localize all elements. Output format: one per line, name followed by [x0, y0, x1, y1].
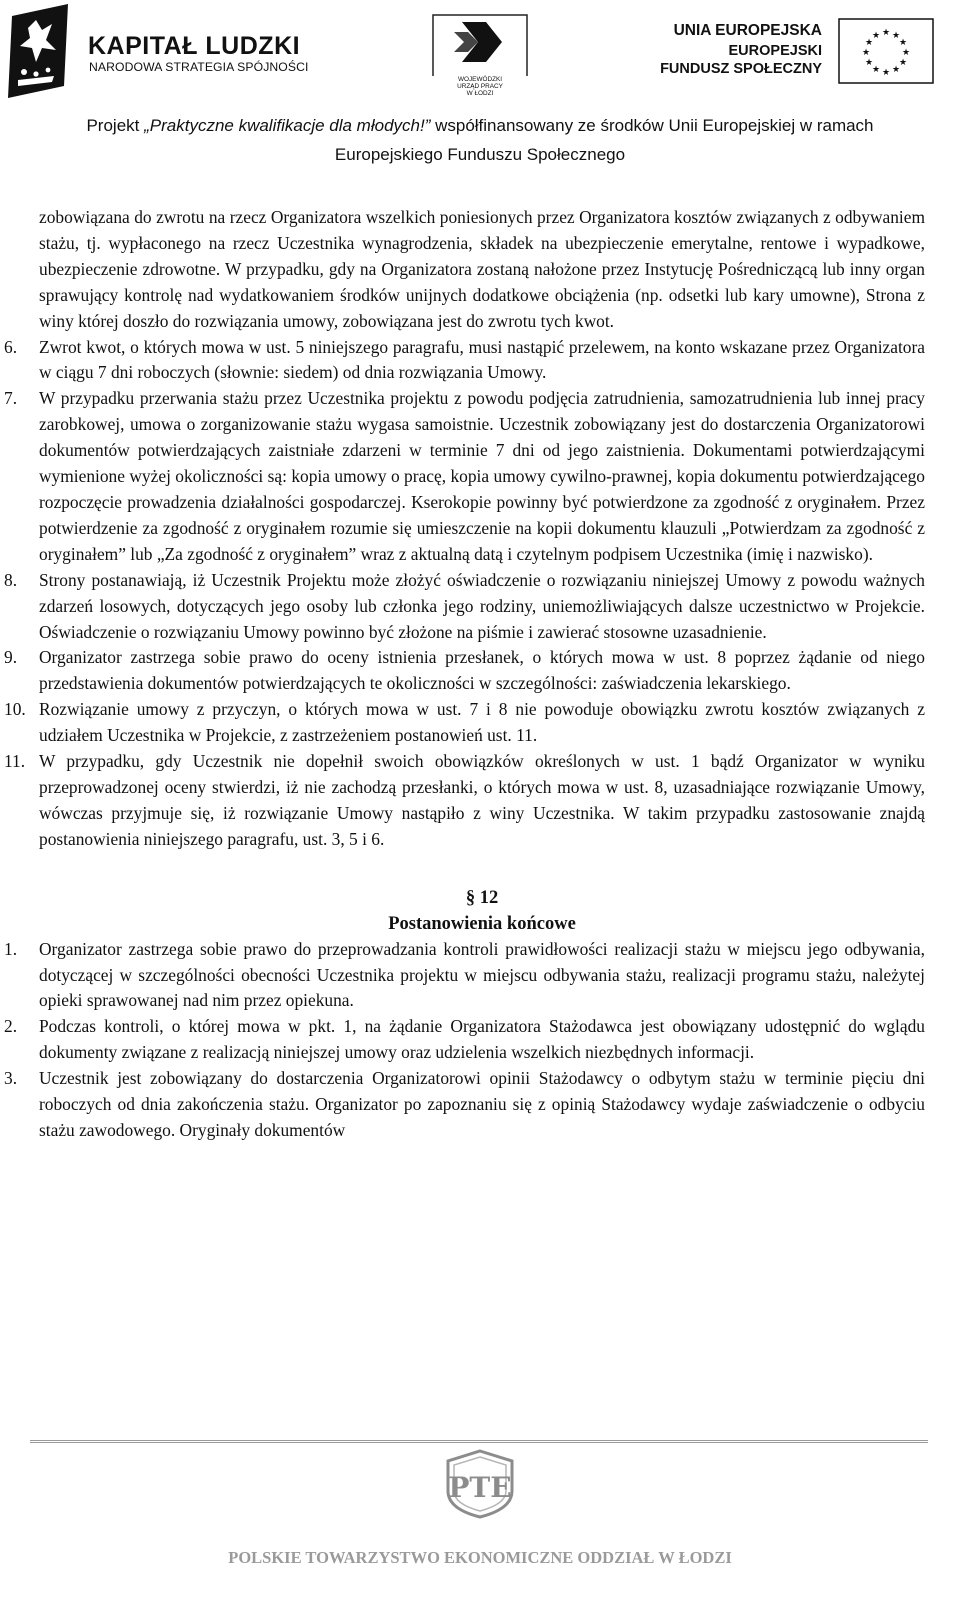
item-number: 2.: [4, 1016, 18, 1037]
intro-paragraph: zobowiązana do zwrotu na rzecz Organizatora wszelkich poniesionych przez Organizatora kosztów związanych z odbywaniem stażu, tj. wypłaconego na rzecz Uczestnika wynagrodzenia, składek na ubezpieczenie emerytalne, rentowe i wypadkowe, ubezpieczenie zdrowotne. W przypadku, gdy na Organizatora zostaną nałożone przez Instytucję Pośredniczącą lub inny organ sprawujący kontrolę nad wydatkowaniem środków unijnych dodatkowe obciążenia (np. odsetki lub kary umowne), Strona z winy której doszło do rozwiązania umowy, zobowiązana jest do zwrotu tych kwot.: [39, 207, 925, 331]
item-text: Strony postanawiają, iż Uczestnik Projektu może złożyć oświadczenie o rozwiązaniu niniejszej Umowy z powodu ważnych zdarzeń losowych, dotyczących jego osoby lub członka jego rodziny, uniemożliwiających dalsze uczestnictwo w Projekcie. Oświadczenie o rozwiązaniu Umowy powinno być złożone na piśmie i zawierać stosowne uzasadnienie.: [39, 569, 925, 642]
list-item: [4, 697, 925, 749]
wup-line3: W ŁODZI: [466, 90, 494, 98]
eu-title: UNIA EUROPEJSKA: [673, 22, 822, 39]
eu-line3: FUNDUSZ SPOŁECZNY: [660, 61, 822, 77]
list-item: [4, 568, 925, 646]
wup-line2: URZĄD PRACY: [457, 83, 503, 91]
list-item: [4, 1014, 925, 1066]
item-number: 1.: [4, 938, 18, 959]
item-number: 11.: [4, 751, 26, 772]
item-number: 7.: [4, 388, 18, 409]
section-number: § 12: [465, 887, 499, 908]
list-item: [4, 937, 925, 1015]
footer-divider: [30, 1440, 928, 1443]
document-body: [4, 205, 925, 1144]
eu-logo: [660, 12, 944, 92]
item-text: Podczas kontroli, o której mowa w pkt. 1, na żądanie Organizatora Stażodawca jest obowiązany udostępnić do wglądu dokumenty związane z realizacją niniejszej umowy oraz udzielenia wszelkich niezbędnych informacji.: [39, 1016, 925, 1063]
kapital-ludzki-title: KAPITAŁ LUDZKI: [88, 32, 301, 60]
wup-line1: WOJEWÓDZKI: [457, 76, 503, 83]
item-text: W przypadku przerwania stażu przez Uczestnika projektu z powodu podjęcia zatrudnienia, samozatrudnienia lub innej pracy zarobkowej, umowa o zorganizowanie stażu wygasa samoistnie. Uczestnik zobowiązany jest do dostarczenia Organizatorowi dokumentów potwierdzających zaistniałe zdarzeni w terminie 7 dni od jego zaistnienia. Dokumentami potwierdzającymi wymienione wyżej okoliczności są: kopia umowy o pracę, kopia umowy cywilno-prawnej, kopia dokumentu potwierdzającego rozpoczęcie prowadzenia działalności gospodarczej. Kserokopie powinny być potwierdzone za zgodność z oryginałem. Przez potwierdzenie za zgodność z oryginałem rozumie się umieszczenie na kopii dokumentu klauzuli „Potwierdzam za zgodność z oryginałem” lub „Za zgodność z oryginałem” wraz z aktualną datą i czytelnym podpisem Uczestnika (imię i nazwisko).: [39, 388, 925, 564]
svg-text:★: ★: [898, 38, 908, 48]
pte-logo-icon: [430, 1447, 530, 1519]
wup-caption: [432, 76, 528, 98]
item-text: Zwrot kwot, o których mowa w ust. 5 niniejszego paragrafu, musi nastąpić przelewem, na konto wskazane przez Organizatora w ciągu 7 dni roboczych (słownie: siedem) od dnia rozwiązania Umowy.: [39, 336, 925, 383]
wup-emblem-icon: [432, 14, 528, 76]
item-number: 6.: [4, 336, 18, 357]
svg-text:★: ★: [881, 28, 891, 38]
svg-text:★: ★: [881, 68, 891, 78]
kapital-ludzki-subtitle: NARODOWA STRATEGIA SPÓJNOŚCI: [89, 60, 309, 74]
project-prefix: Projekt: [86, 116, 145, 135]
list-item: [4, 645, 925, 697]
item-text: W przypadku, gdy Uczestnik nie dopełnił swoich obowiązków określonych w ust. 1 bądź Organizator w wyniku przeprowadzonej oceny stwierdzi, iż nie zachodzą przesłanki, o których mowa w ust. 8, uzasadniające rozwiązanie Umowy, wówczas przyjmuje się, iż rozwiązanie Umowy nastąpiło z winy Uczestnika. W takim przypadku zastosowanie znajdą postanowienia niniejszego paragrafu, ust. 3, 5 i 6.: [39, 751, 925, 849]
svg-text:★: ★: [891, 31, 901, 41]
wup-logo: [432, 14, 528, 106]
svg-text:★: ★: [864, 38, 874, 48]
list-item: [4, 1066, 925, 1144]
svg-text:★: ★: [891, 65, 901, 75]
kapital-ludzki-emblem-icon: [6, 2, 86, 102]
item-number: 3.: [4, 1068, 18, 1089]
pte-logo-text: PTE: [448, 1471, 512, 1504]
item-text: Uczestnik jest zobowiązany do dostarczenia Organizatorowi opinii Stażodawcy o odbytym stażu w terminie pięciu dni roboczych od dnia zakończenia stażu. Organizator po zapoznaniu się z opinią Stażodawcy wydaje zaświadczenie o odbyciu stażu zawodowego. Oryginały dokumentów: [39, 1068, 925, 1140]
list-item: [4, 749, 925, 853]
svg-text:★: ★: [871, 65, 881, 75]
page-header: [0, 0, 960, 164]
item-number: 10.: [4, 699, 26, 720]
list-item: [4, 386, 925, 567]
footer-organization: POLSKIE TOWARZYSTWO EKONOMICZNE ODDZIAŁ W ŁODZI: [228, 1548, 732, 1567]
project-suffix: współfinansowany ze środków Unii Europejskiej w ramach: [430, 116, 874, 135]
project-line: [0, 116, 960, 136]
project-line-2: Europejskiego Funduszu Społecznego: [334, 145, 626, 164]
kapital-ludzki-logo: [6, 2, 309, 102]
list-item: [4, 335, 925, 387]
item-text: Organizator zastrzega sobie prawo do oceny istnienia przesłanek, o których mowa w ust. 8 poprzez żądanie od niego przedstawienia dokumentów potwierdzających te okoliczności w szczególności: zaświadczenia lekarskiego.: [39, 647, 925, 694]
svg-text:★: ★: [864, 58, 874, 68]
svg-text:★: ★: [901, 48, 911, 58]
item-text: Organizator zastrzega sobie prawo do przeprowadzania kontroli prawidłowości realizacji stażu w miejscu jego odbywania, dotyczącej w szczególności obecności Uczestnika projektu w miejscu odbywania stażu, realizacji programu stażu, należytej opieki sprawowanej nad nim przez opiekuna.: [39, 938, 925, 1011]
svg-text:★: ★: [871, 31, 881, 41]
eu-flag-icon: [838, 18, 934, 84]
item-number: 8.: [4, 569, 18, 590]
svg-text:★: ★: [861, 48, 871, 58]
item-text: Rozwiązanie umowy z przyczyn, o których mowa w ust. 7 i 8 nie powoduje obowiązku zwrotu kosztów związanych z udziałem Uczestnika w Projekcie, z zastrzeżeniem postanowień ust. 11.: [39, 699, 925, 746]
eu-line2: EUROPEJSKI: [728, 43, 822, 59]
project-title: „Praktyczne kwalifikacje dla młodych!”: [144, 116, 431, 135]
item-number: 9.: [4, 647, 18, 668]
section-title: Postanowienia końcowe: [388, 913, 576, 934]
svg-text:★: ★: [898, 58, 908, 68]
